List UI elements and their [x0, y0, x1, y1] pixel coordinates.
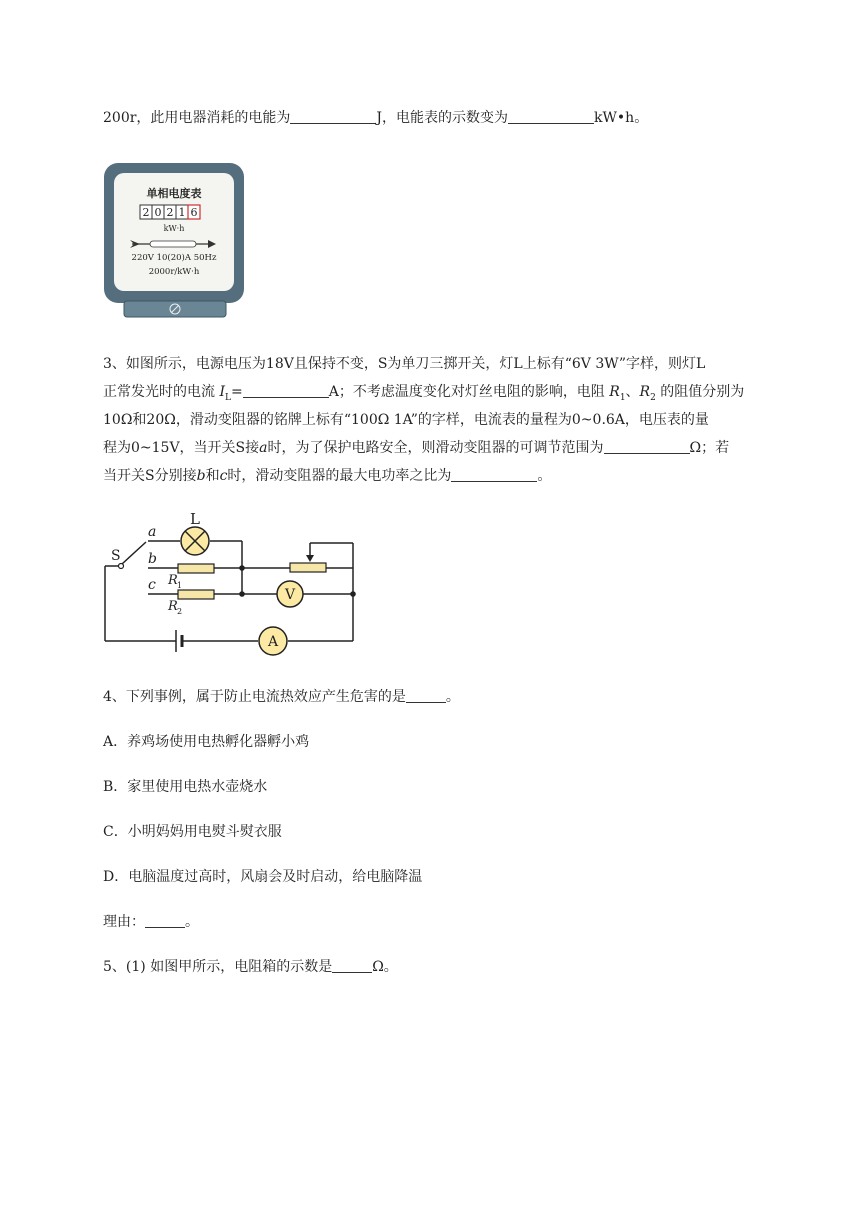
q3-text: 10Ω和20Ω，滑动变阻器的铭牌上标有“100Ω 1A”的字样，电流表的量程为0~0.6A，电压表的量: [103, 412, 709, 428]
meter-spec: 220V 10(20)A 50Hz: [131, 253, 217, 263]
option-text: D．电脑温度过高时，风扇会及时启动，给电脑降温: [103, 869, 423, 885]
q5-stem: [103, 957, 398, 977]
q3-var-r1: R: [609, 384, 620, 400]
q2-text-c: kW•h。: [594, 110, 649, 126]
q2-blank-reading[interactable]: [508, 109, 594, 124]
q3-sub-l: L: [224, 392, 231, 403]
contact-b-label: b: [148, 551, 157, 567]
r2-sub: 2: [177, 607, 183, 616]
q3-text: =: [230, 384, 243, 400]
q2-blank-energy[interactable]: [290, 109, 376, 124]
q4-stem: [103, 687, 460, 707]
q2-text-a: 200r，此用电器消耗的电能为: [103, 110, 291, 126]
q5-blank-resistance[interactable]: [332, 958, 372, 973]
switch-pivot: [119, 564, 124, 569]
q3-line-1: [103, 354, 705, 374]
q3-blank-current[interactable]: [243, 383, 329, 398]
r2-label: R: [168, 599, 178, 614]
q3-line-5: [103, 466, 551, 486]
q5-text: Ω。: [372, 959, 398, 975]
meter-digit: 0: [154, 206, 162, 219]
meter-title: 单相电度表: [146, 187, 202, 200]
q3-blank-ratio[interactable]: [451, 467, 537, 482]
q3-text: 的阻值分别为: [655, 384, 745, 400]
q3-text: 时，为了保护电路安全，则滑动变阻器的可调节范围为: [267, 440, 604, 456]
q3-text: A；不考虑温度变化对灯丝电阻的影响，电阻: [328, 384, 610, 400]
meter-digit: 6: [190, 206, 198, 219]
option-text: A．养鸡场使用电热孵化器孵小鸡: [103, 734, 310, 750]
q3-var-i: I: [219, 384, 225, 400]
energy-meter-figure: [100, 160, 248, 320]
option-text: C．小明妈妈用电熨斗熨衣服: [103, 824, 282, 840]
q3-text: Ω；若: [689, 440, 730, 456]
meter-digit: 2: [142, 206, 150, 219]
q3-var-b: b: [196, 468, 206, 484]
resistor-r2: [178, 590, 214, 599]
q4-option-d[interactable]: [103, 867, 422, 887]
q3-text: 当开关S分别接: [103, 468, 197, 484]
q3-var-c: c: [219, 468, 228, 484]
q4-option-a[interactable]: [103, 732, 309, 752]
rheostat-slider-icon: [306, 555, 314, 562]
meter-rate: 2000r/kW·h: [148, 267, 200, 277]
q3-text: 和: [205, 468, 220, 484]
q2-text-b: J，电能表的示数变为: [376, 110, 509, 126]
q3-blank-range[interactable]: [604, 439, 690, 454]
q4-text: 4、下列事例，属于防止电流热效应产生危害的是: [103, 689, 406, 705]
r1-sub: 1: [177, 581, 183, 590]
q3-text: 时，滑动变阻器的最大电功率之比为: [227, 468, 452, 484]
q4-text: 。: [185, 914, 199, 930]
circuit-diagram: [100, 508, 362, 658]
resistor-r1: [178, 564, 214, 573]
q3-text: 、: [625, 384, 640, 400]
q3-var-a: a: [259, 440, 268, 456]
option-text: B．家里使用电热水壶烧水: [103, 779, 268, 795]
q3-sub-1: 1: [619, 392, 626, 403]
q3-line-4: [103, 438, 729, 458]
meter-digit: 1: [178, 206, 186, 219]
r1-label: R: [168, 573, 178, 588]
switch-label: S: [111, 548, 121, 564]
q4-option-c[interactable]: [103, 822, 282, 842]
q3-text: 正常发光时的电流: [103, 384, 220, 400]
contact-c-label: c: [148, 577, 156, 593]
meter-unit: kW·h: [163, 224, 185, 233]
meter-digit: 2: [166, 206, 174, 219]
battery-icon: [176, 630, 182, 652]
contact-a-label: a: [148, 524, 157, 540]
lamp-label: L: [190, 510, 200, 528]
ammeter-label: A: [267, 634, 279, 650]
q4-blank-reason[interactable]: [145, 913, 185, 928]
lamp-icon: [181, 527, 209, 555]
q3-line-3: [103, 410, 709, 430]
q3-text: 3、如图所示，电源电压为18V且保持不变，S为单刀三掷开关，灯L上标有“6V 3W”字样，则灯L: [103, 356, 706, 372]
q3-line-2: [103, 382, 744, 408]
q4-text: 理由：: [103, 914, 145, 930]
q5-text: 5、(1) 如图甲所示，电阻箱的示数是: [103, 959, 333, 975]
q4-reason: [103, 912, 199, 932]
q2-tail-line: [103, 108, 648, 128]
q4-option-b[interactable]: [103, 777, 267, 797]
q4-blank-answer[interactable]: [406, 688, 446, 703]
q3-text: 。: [537, 468, 552, 484]
q3-sub-2: 2: [650, 392, 656, 403]
circuit-wires: [105, 541, 353, 641]
q4-text: 。: [445, 689, 460, 705]
voltmeter-label: V: [284, 587, 296, 603]
q3-text: 程为0~15V，当开关S接: [103, 440, 260, 456]
q3-var-r2: R: [639, 384, 651, 400]
rheostat: [290, 563, 326, 572]
